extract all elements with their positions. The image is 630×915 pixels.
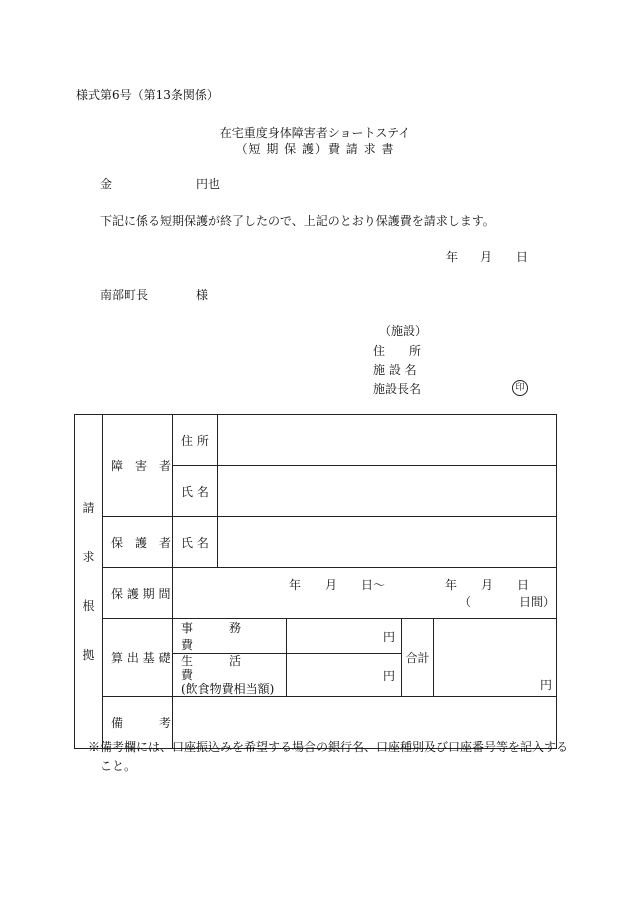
- period-from: 年 月 日〜: [289, 578, 386, 592]
- facility-header: （施設）: [379, 324, 428, 338]
- admin-cost-yen: 円: [382, 629, 395, 644]
- remarks-label: 備 考: [103, 697, 173, 749]
- addressee-honorific: 様: [196, 288, 209, 302]
- living-cost-yen: 円: [382, 668, 395, 683]
- title-line-2: （短 期 保 護）費 請 求 書: [235, 142, 395, 156]
- basis-label: 算 出 基 礎: [103, 619, 173, 697]
- living-cost-text: 生 活 費: [181, 654, 278, 682]
- addressee: 南部町長: [100, 288, 149, 302]
- seal-icon: 印: [512, 379, 528, 396]
- form-number: 様式第6号（第13条関係）: [76, 88, 219, 102]
- facility-address-label: 住 所: [373, 344, 422, 358]
- date-year: 年: [446, 250, 459, 264]
- claim-table: [74, 414, 557, 749]
- living-cost-field[interactable]: [287, 654, 402, 697]
- guardian-name-field[interactable]: [218, 517, 557, 568]
- amount-suffix: 円也: [196, 177, 221, 191]
- footnote: ※備考欄には、口座振込みを希望する場合の銀行名、口座種別及び口座番号等を記入すること。: [88, 740, 569, 773]
- facility-head-label: 施設長名: [373, 382, 422, 396]
- guardian-label: 保 護 者: [103, 517, 173, 568]
- total-field[interactable]: [434, 619, 557, 697]
- address-label: 住 所: [173, 415, 218, 466]
- admin-cost-label: 事 務 費: [173, 619, 287, 654]
- period-to: 年 月 日: [445, 578, 530, 592]
- period-field[interactable]: [173, 568, 557, 619]
- statement: 下記に係る短期保護が終了したので、上記のとおり保護費を請求します。: [100, 214, 495, 228]
- guardian-name-label: 氏 名: [173, 517, 218, 568]
- date-month: 月: [480, 250, 493, 264]
- claim-basis-vertical-label: [75, 415, 103, 749]
- vertical-char-3: 根: [82, 599, 95, 613]
- address-field[interactable]: [218, 415, 557, 466]
- period-label: 保 護 期 間: [103, 568, 173, 619]
- name-field[interactable]: [218, 466, 557, 517]
- total-label: [402, 619, 434, 697]
- living-cost-note: (飲食物費相当額): [181, 682, 275, 696]
- period-days: （ 日間）: [459, 595, 556, 609]
- living-cost-label: [173, 654, 287, 697]
- amount-prefix: 金: [100, 177, 113, 191]
- vertical-char-1: 請: [82, 501, 95, 515]
- admin-cost-field[interactable]: [287, 619, 402, 654]
- disabled-person-label: 障 害 者: [103, 415, 173, 517]
- total-label-text: 合計: [405, 650, 430, 665]
- name-label: 氏 名: [173, 466, 218, 517]
- date-day: 日: [516, 250, 529, 264]
- title-line-1: 在宅重度身体障害者ショートステイ: [219, 126, 411, 140]
- vertical-char-4: 拠: [82, 648, 95, 662]
- vertical-char-2: 求: [82, 550, 95, 564]
- facility-name-label: 施 設 名: [373, 363, 417, 377]
- total-yen: 円: [539, 678, 552, 692]
